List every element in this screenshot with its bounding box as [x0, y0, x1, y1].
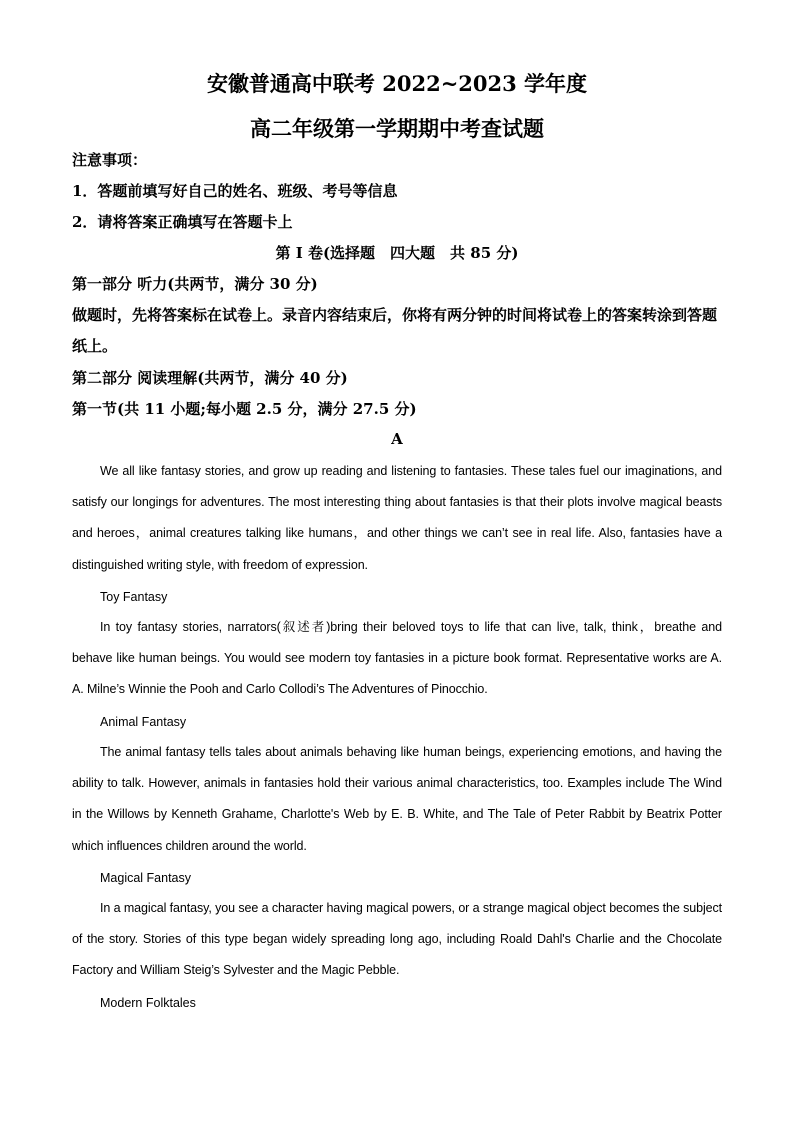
toy-fantasy-text: In toy fantasy stories, narrators(叙述者)bring their beloved toys to life that can live, talk, think，breathe and behave like human beings. You would see modern toy fantasies in a picture book format. Representative works are A. A. Milne’s Winnie the Pooh and Carlo Collodi’s The Adventures of Pinocchio. — [72, 620, 722, 697]
magical-fantasy-text: In a magical fantasy, you see a character having magical powers, or a strange magical object becomes the subject of the story. Stories of this type began widely spreading long ago, including Roald Dahl's Charlie and the Chocolate Factory and William Steig’s Sylvester and the Magic Pebble. — [72, 901, 722, 978]
exam-title: 安徽普通高中联考 2022~2023 学年度 — [206, 71, 588, 96]
magical-fantasy-heading: Magical Fantasy — [100, 871, 192, 885]
toy-fantasy-heading: Toy Fantasy — [100, 590, 168, 604]
volume-heading: 第 I 卷(选择题 四大题 共 85 分) — [275, 244, 519, 262]
part2-heading: 第二部分 阅读理解(共两节，满分 40 分) — [72, 369, 348, 387]
passage-intro: We all like fantasy stories, and grow up reading and listening to fantasies. These tales fuel our imaginations, and satisfy our longings for adventures. The most interesting thing about fantasies is that their plots involve magical beasts and heroes，animal creatures talking like humans，and other things we can’t see in real life. Also, fantasies have a distinguished writing style, with freedom of expression. — [72, 464, 722, 572]
modern-folktales-heading: Modern Folktales — [100, 996, 196, 1010]
part1-instruction: 做题时，先将答案标在试卷上。录音内容结束后，你将有两分钟的时间将试卷上的答案转涂到答题纸上。 — [72, 306, 718, 355]
animal-fantasy-heading: Animal Fantasy — [100, 715, 187, 729]
part2-section1-heading: 第一节(共 11 小题;每小题 2.5 分，满分 27.5 分) — [72, 400, 417, 418]
passage-label: A — [391, 430, 403, 448]
notes-item-2: 2．请将答案正确填写在答题卡上 — [72, 213, 293, 231]
animal-fantasy-text: The animal fantasy tells tales about animals behaving like human beings, experiencing emotions, and having the ability to talk. However, animals in fantasies hold their various animal characteristics, too. Examples include The Wind in the Willows by Kenneth Grahame, Charlotte's Web by E. B. White, and The Tale of Peter Rabbit by Beatrix Potter which influences children around the world. — [72, 745, 722, 853]
notes-heading: 注意事项： — [72, 151, 148, 169]
notes-item-1: 1．答题前填写好自己的姓名、班级、考号等信息 — [72, 182, 398, 200]
exam-subtitle: 高二年级第一学期期中考查试题 — [250, 116, 544, 141]
part1-heading: 第一部分 听力(共两节，满分 30 分) — [72, 275, 318, 293]
